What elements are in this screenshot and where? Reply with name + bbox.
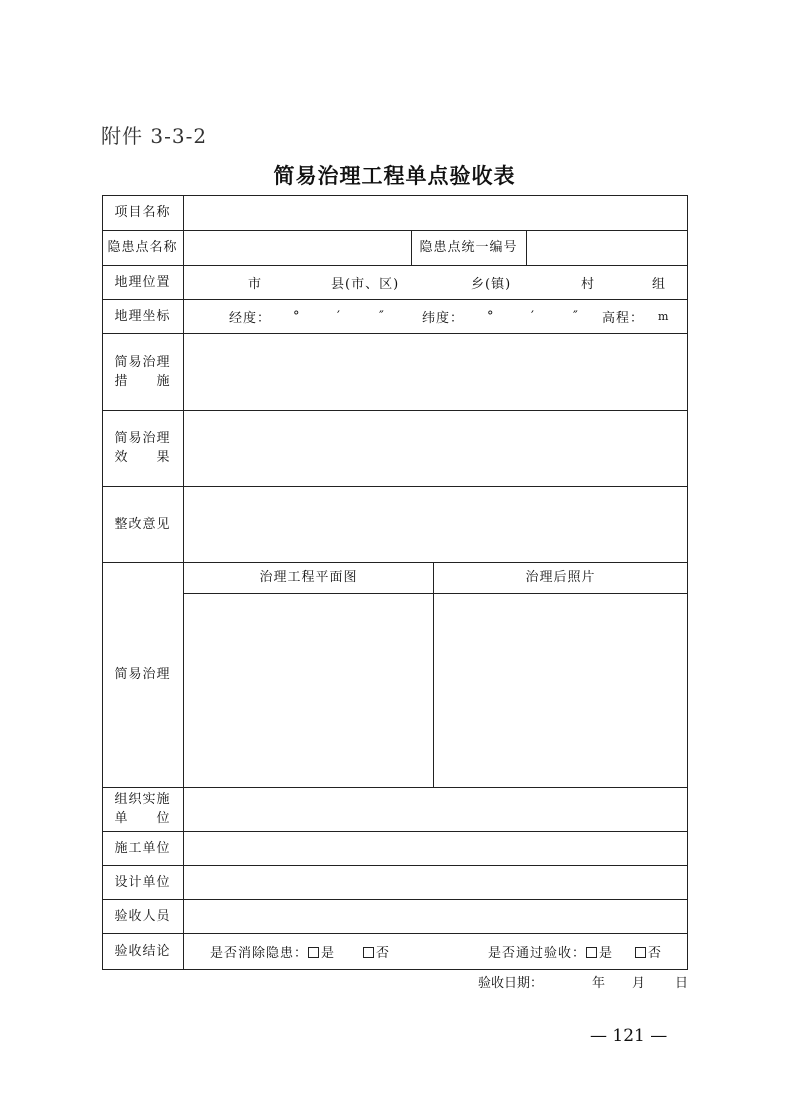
annex-label: 附件 3-3-2 (101, 124, 208, 148)
no-label: 否 (376, 945, 391, 961)
effect-label-line: 简易治理 (114, 431, 171, 446)
location-field[interactable] (184, 265, 687, 299)
treatment-label: 简易治理 (114, 667, 171, 682)
acceptance-form-table (102, 195, 688, 970)
table-border-bottom (102, 969, 688, 970)
hazard-code-label: 隐患点统一编号 (419, 240, 518, 255)
measures-field[interactable] (184, 334, 687, 410)
acceptance-date-label: 验收日期： (478, 976, 544, 991)
table-border-right (687, 195, 688, 970)
effect-field[interactable] (184, 411, 687, 486)
rectify-label: 整改意见 (114, 516, 171, 532)
hazard-eliminated-question: 是否消除隐患： (210, 945, 309, 961)
elevation-unit: m (658, 309, 670, 323)
elevation-label: 高程： (602, 310, 645, 326)
inspectors-field[interactable] (184, 900, 687, 933)
latitude-label: 纬度： (422, 310, 465, 326)
second-mark: ″ (379, 308, 385, 324)
acceptance-passed-no[interactable] (635, 942, 662, 961)
org-unit-label (102, 787, 183, 831)
org-unit-field[interactable] (184, 788, 687, 831)
inspectors-label: 验收人员 (114, 908, 171, 924)
plan-drawing-area[interactable] (184, 594, 433, 787)
hazard-code-field[interactable] (527, 231, 687, 265)
project-name-label: 项目名称 (114, 205, 171, 220)
longitude-label: 经度： (229, 310, 272, 326)
location-county: 县(市、区) (331, 276, 400, 292)
measures-label-line: 简易治理 (114, 354, 171, 370)
photo-area[interactable] (434, 594, 687, 787)
page-number: — 121 — (590, 1026, 668, 1046)
conclusion-label: 验收结论 (114, 943, 171, 959)
coordinates-field[interactable] (184, 299, 687, 333)
measures-label-line: 措 施 (114, 373, 171, 389)
acceptance-passed-question: 是否通过验收： (488, 945, 587, 961)
effect-label (102, 410, 183, 486)
effect-label-line: 效 果 (114, 450, 171, 465)
construction-unit-label: 施工单位 (114, 840, 171, 856)
no-label: 否 (648, 945, 663, 961)
form-title: 简易治理工程单点验收表 (273, 163, 516, 188)
hazard-name-field[interactable] (184, 231, 411, 265)
design-unit-label: 设计单位 (114, 874, 171, 890)
checkbox[interactable] (363, 947, 374, 958)
minute-mark: ′ (531, 308, 535, 324)
measures-label (102, 333, 183, 410)
org-unit-label-line: 单 位 (114, 811, 171, 826)
hazard-eliminated-yes[interactable] (308, 942, 335, 961)
checkbox[interactable] (586, 947, 597, 958)
checkbox[interactable] (635, 947, 646, 958)
rectify-field[interactable] (184, 487, 687, 562)
yes-label: 是 (321, 945, 336, 961)
location-city: 市 (248, 276, 263, 292)
construction-unit-field[interactable] (184, 832, 687, 865)
project-name-field[interactable] (184, 196, 687, 230)
yes-label: 是 (599, 945, 614, 961)
hazard-eliminated-no[interactable] (363, 942, 390, 961)
minute-mark: ′ (337, 308, 341, 324)
location-town: 乡(镇) (471, 276, 512, 292)
conclusion-field (184, 933, 687, 969)
location-village: 村 (581, 276, 596, 292)
design-unit-field[interactable] (184, 866, 687, 899)
location-label: 地理位置 (114, 274, 171, 290)
plan-column-header: 治理工程平面图 (259, 570, 358, 585)
photo-column-header: 治理后照片 (525, 570, 596, 585)
degree-mark: ° (487, 308, 495, 324)
hazard-name-label: 隐患点名称 (107, 240, 178, 255)
checkbox[interactable] (308, 947, 319, 958)
org-unit-label-line: 组织实施 (114, 792, 171, 807)
date-year: 年 (592, 976, 606, 991)
date-day: 日 (675, 976, 689, 991)
acceptance-passed-yes[interactable] (586, 942, 613, 961)
date-month: 月 (632, 976, 646, 991)
degree-mark: ° (293, 308, 301, 324)
location-group: 组 (652, 276, 667, 292)
coordinates-label: 地理坐标 (114, 308, 171, 324)
second-mark: ″ (573, 308, 579, 324)
